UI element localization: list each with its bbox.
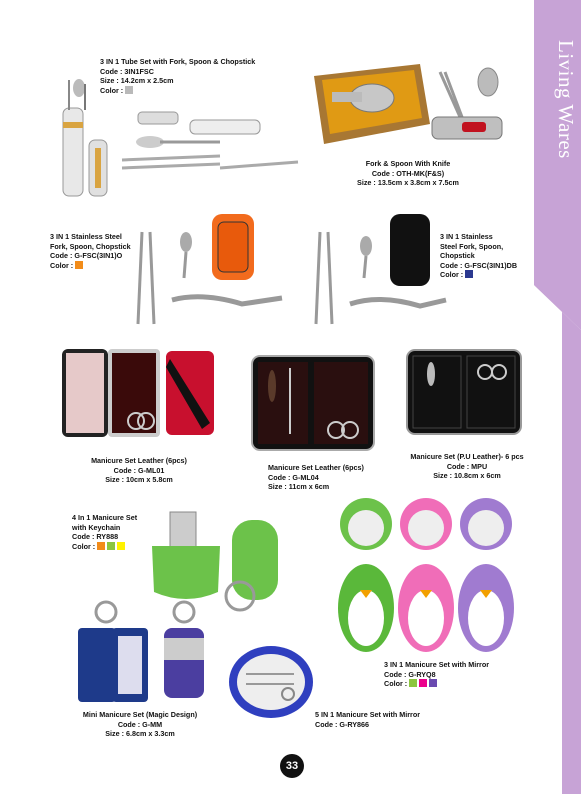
- stainless-o-image: [132, 212, 292, 332]
- product-size: Size : 10.8cm x 6cm: [433, 471, 501, 481]
- product-name: 3 IN 1 Stainless Steel: [50, 232, 122, 241]
- product-code: Code : G-RYQ8: [384, 669, 436, 679]
- manicure-mpu-info: [392, 452, 542, 481]
- mini-set-info: [60, 710, 220, 739]
- color-swatch-orange: [75, 261, 83, 269]
- product-size: Size : 6.8cm x 3.3cm: [105, 729, 175, 739]
- manicure-mpu-image: [405, 348, 523, 436]
- product-name: Manicure Set Leather (6pcs): [91, 456, 187, 465]
- color-label: Color :: [440, 270, 464, 280]
- color-swatch-silver: [125, 86, 133, 94]
- section-title: Living Wares: [554, 40, 578, 159]
- color-swatch-orange: [97, 542, 105, 550]
- product-name: Manicure Set (P.U Leather)- 6 pcs: [410, 452, 524, 461]
- product-code: Code : 3IN1FSC: [100, 66, 154, 76]
- product-name: 4 In 1 Manicure Set: [72, 513, 138, 522]
- tube-set-info: [100, 57, 255, 95]
- stainless-o-info: [50, 232, 131, 270]
- color-swatch-green: [409, 679, 417, 687]
- mirror-set-3in1-image: [336, 490, 516, 660]
- mirror-set-5in1-image: [228, 644, 314, 720]
- mirror-set-5in1-info: [315, 710, 420, 729]
- tube-set-utensils-image: [120, 110, 300, 180]
- stainless-db-info: [440, 232, 517, 280]
- fork-spoon-knife-image: [312, 62, 522, 152]
- tube-set-image: [55, 78, 125, 200]
- color-label: Color :: [100, 85, 124, 95]
- fork-spoon-knife-info: [338, 159, 478, 188]
- product-size: Size : 14.2cm x 2.5cm: [100, 76, 174, 86]
- manicure-ml01-info: [64, 456, 214, 485]
- product-name: Fork & Spoon With Knife: [365, 159, 451, 168]
- product-name: 5 IN 1 Manicure Set with Mirror: [315, 710, 421, 719]
- product-code: Code : G-ML04: [268, 472, 319, 482]
- product-code: Code : MPU: [446, 461, 488, 471]
- color-swatch-pink: [419, 679, 427, 687]
- mirror-set-3in1-info: [384, 660, 489, 689]
- product-size: Size : 10cm x 5.8cm: [105, 475, 173, 485]
- product-code: Code : OTH-MK(F&S): [371, 168, 445, 178]
- product-name: with Keychain: [72, 522, 121, 532]
- product-name: Mini Manicure Set (Magic Design): [82, 710, 198, 719]
- manicure-ml01-image: [60, 345, 220, 445]
- product-name: 3 IN 1 Stainless: [440, 232, 493, 241]
- color-label: Color :: [72, 541, 96, 551]
- product-name: Fork, Spoon, Chopstick: [50, 241, 131, 251]
- color-swatch-navy: [465, 270, 473, 278]
- keychain-set-info: [72, 513, 137, 551]
- manicure-ml04-image: [250, 354, 376, 454]
- stainless-db-image: [310, 212, 450, 332]
- product-size: Size : 13.5cm x 3.8cm x 7.5cm: [357, 178, 459, 188]
- product-name: Chopstick: [440, 251, 475, 261]
- product-name: Steel Fork, Spoon,: [440, 241, 504, 251]
- product-size: Size : 11cm x 6cm: [268, 482, 330, 492]
- color-label: Color :: [384, 679, 408, 689]
- color-swatch-green: [107, 542, 115, 550]
- mini-set-image: [72, 598, 212, 708]
- product-code: Code : G-RY866: [315, 719, 370, 729]
- product-code: Code : G-FSC(3IN1)DB: [440, 260, 518, 270]
- page-number: 33: [280, 754, 304, 778]
- product-name: 3 IN 1 Tube Set with Fork, Spoon & Chopstick: [100, 57, 256, 66]
- color-label: Color :: [50, 260, 74, 270]
- color-swatch-purple: [429, 679, 437, 687]
- product-name: Manicure Set Leather (6pcs): [268, 463, 364, 472]
- product-code: Code : G-ML01: [113, 465, 165, 475]
- color-swatch-yellow: [117, 542, 125, 550]
- product-code: Code : RY888: [72, 532, 119, 542]
- product-code: Code : G-FSC(3IN1)O: [50, 251, 123, 261]
- product-name: 3 IN 1 Manicure Set with Mirror: [384, 660, 490, 669]
- manicure-ml04-info: [268, 463, 364, 492]
- product-code: Code : G-MM: [117, 719, 163, 729]
